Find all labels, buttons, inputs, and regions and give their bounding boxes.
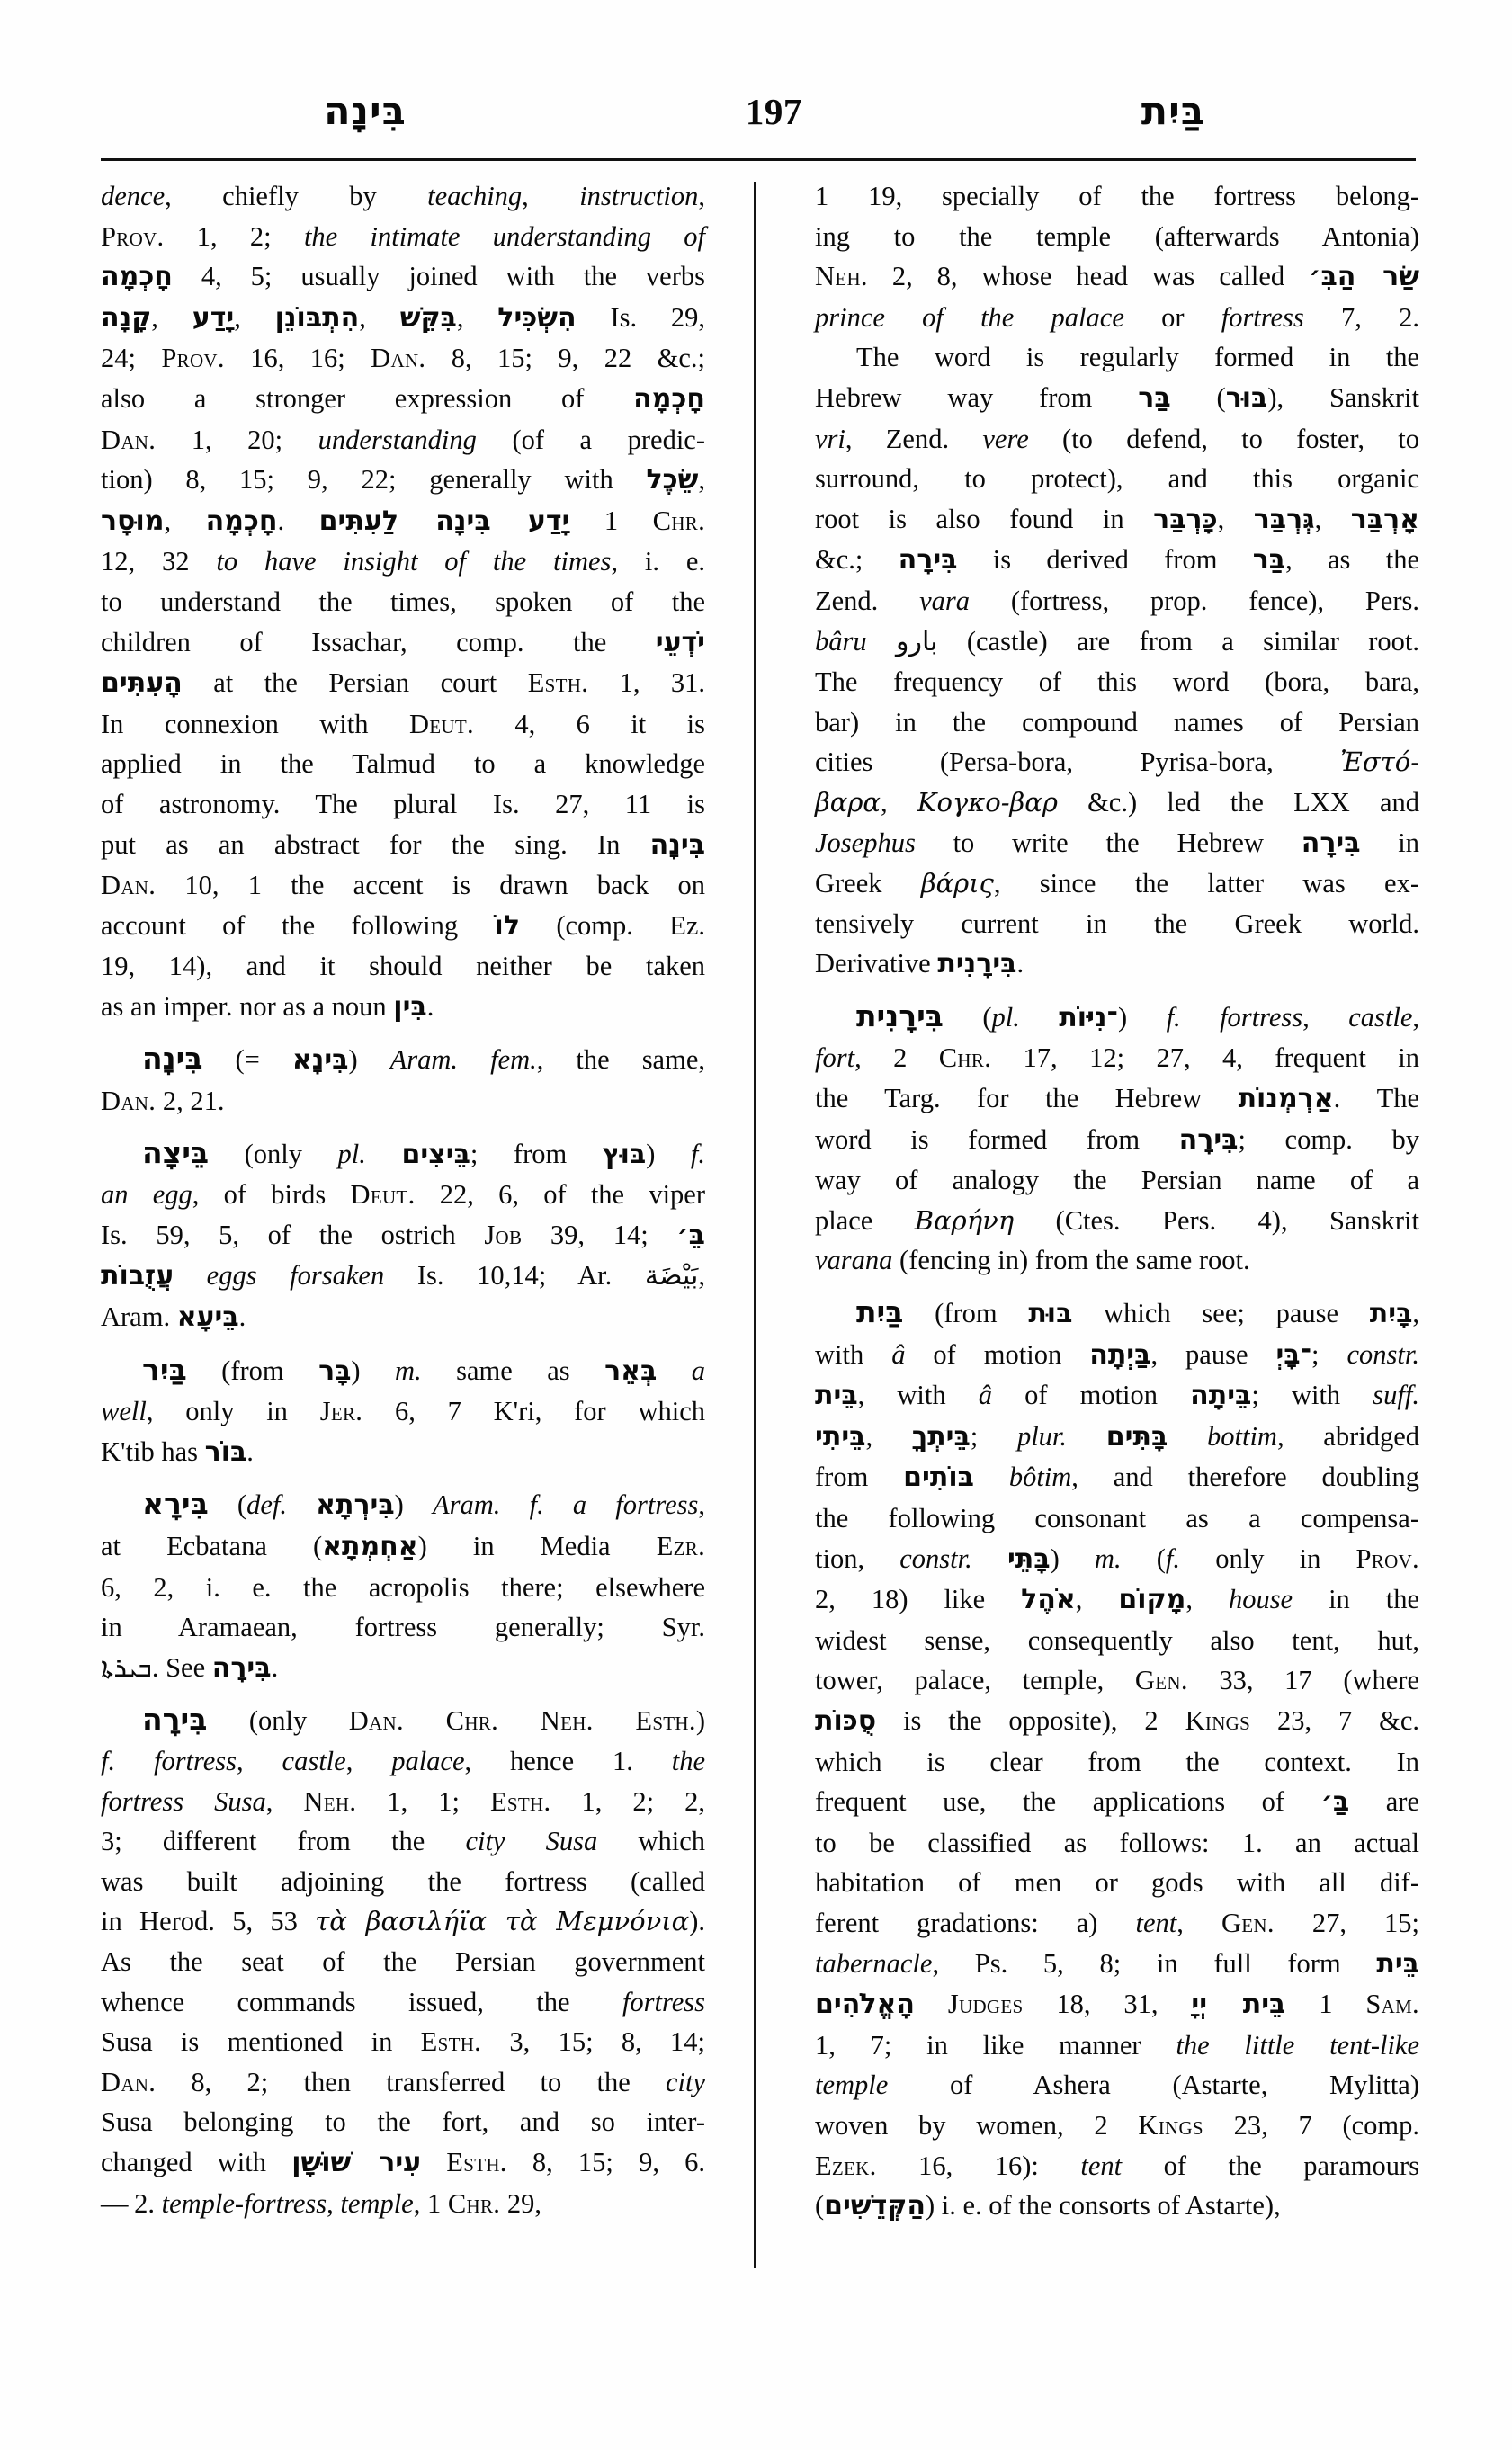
right-entry-line: habitation of men or gods with all dif- bbox=[815, 1867, 1419, 1899]
running-head-right-catchword: בַּיִת bbox=[1141, 88, 1205, 134]
right-continuation-line: vri, Zend. vere (to defend, to foster, to bbox=[815, 423, 1419, 454]
right-entry-line: frequent use, the applications of בַּ׳ are bbox=[815, 1786, 1419, 1819]
left-entry-line: whence commands issued, the fortress bbox=[101, 1986, 705, 2017]
left-entry-line: well, only in Jer. 6, 7 K'ri, for which bbox=[101, 1396, 705, 1427]
left-entry-line: at Ecbatana (אַחְמְתָא) in Media Ezr. bbox=[101, 1531, 705, 1562]
right-entry-line: 2, 18) like אֹהֶל, מָקוֹם, house in the bbox=[815, 1584, 1420, 1616]
right-entry-line: tion, constr. בָּתֵּי) m. (f. only in Prov. bbox=[815, 1542, 1419, 1575]
right-continuation-line: bar) in the compound names of Persian bbox=[815, 706, 1419, 738]
left-entry-gap bbox=[101, 1338, 705, 1350]
left-entry bbox=[101, 1039, 705, 1121]
right-continuation-line: ing to the temple (afterwards Antonia) bbox=[815, 220, 1419, 252]
right-continuation-line: &c.; בִּירָה is derived from בַּר, as the bbox=[815, 544, 1419, 577]
right-continuation-line: The frequency of this word (bora, bara, bbox=[815, 666, 1419, 698]
right-entry-line: temple of Ashera (Astarte, Mylitta) bbox=[815, 2070, 1419, 2101]
left-continuation-line: Dan. 1, 20; understanding (of a predic- bbox=[101, 424, 705, 455]
right-continuation-line: Greek βάρις, since the latter was ex- bbox=[815, 868, 1419, 899]
right-entry-line: ferent gradations: a) tent, Gen. 27, 15; bbox=[815, 1907, 1419, 1938]
right-continuation-line: The word is regularly formed in the bbox=[856, 342, 1419, 373]
right-continuation-line: βαρα, Κογκο-βαρ &c.) led the LXX and bbox=[815, 786, 1420, 818]
right-entry-line: בִּירָנִית (pl. ־נִיּוֹת) f. fortress, castle, bbox=[856, 997, 1419, 1033]
left-entry-line: בִּינָה (= בִּינָא) Aram. fem., the same, bbox=[142, 1041, 705, 1077]
right-entry bbox=[815, 1292, 1419, 2227]
left-entry-line: בִּירָא (def. בִּירְתָא) Aram. f. a fortress, bbox=[142, 1486, 705, 1522]
left-entry-gap bbox=[101, 1688, 705, 1700]
right-entry bbox=[815, 997, 1419, 1281]
left-entry-line: As the seat of the Persian government bbox=[101, 1945, 705, 1977]
left-entry-line: Susa belonging to the fort, and so inter- bbox=[101, 2106, 705, 2138]
right-entry-line: tabernacle, Ps. 5, 8; in full form בֵּית bbox=[815, 1947, 1419, 1980]
running-head-left-catchword: בִּינָה bbox=[324, 88, 407, 134]
left-continuation-line: קָנָה, יָדַע, הִתְבּוֹנֵן, בִּקֵּשׁ, הִשְׂכִּיל Is. 29, bbox=[101, 301, 706, 334]
left-entry-line: בַּיִר (from בָּר) m. same as בְּאֵר a bbox=[142, 1351, 706, 1387]
left-entry-line: עֲזֻבוֹת eggs forsaken Is. 10,14; Ar. بَيْضَة, bbox=[101, 1260, 705, 1292]
left-continuation-line: put as an abstract for the sing. In בִּינָה bbox=[101, 828, 705, 861]
left-entry bbox=[101, 1350, 705, 1473]
left-continuation-line: tion) 8, 15; 9, 22; generally with שֵׂכֶל, bbox=[101, 464, 705, 496]
right-continuation-line: Derivative בִּירָנִית. bbox=[815, 948, 1024, 980]
left-continuation-line: applied in the Talmud to a knowledge bbox=[101, 748, 705, 780]
left-continuation-line: 24; Prov. 16, 16; Dan. 8, 15; 9, 22 &c.; bbox=[101, 343, 705, 374]
right-entry-line: widest sense, consequently also tent, hut, bbox=[815, 1624, 1419, 1656]
right-continuation-line: root is also found in כָּרְבַּר, גְּרְבַּר, אָרְבַּר bbox=[815, 503, 1420, 535]
left-entry bbox=[101, 1700, 705, 2223]
right-continuation-line: cities (Persa-bora, Pyrisa-bora, Ἐστό- bbox=[815, 747, 1419, 778]
right-entry-line: בֵּיתִי, בֵּיתְךָ; plur. בָּתִּים bottim, abridged bbox=[815, 1420, 1419, 1453]
left-entry-gap bbox=[101, 1122, 705, 1133]
left-continuation-line: to understand the times, spoken of the bbox=[101, 586, 705, 617]
right-entry-line: way of analogy the Persian name of a bbox=[815, 1165, 1419, 1196]
right-entry-line: which is clear from the context. In bbox=[815, 1746, 1419, 1777]
right-continuation-line: 1 19, specially of the fortress belong- bbox=[815, 181, 1419, 211]
right-column bbox=[815, 176, 1419, 2335]
column-divider-rule bbox=[754, 182, 756, 2268]
left-entry-line: f. fortress, castle, palace, hence 1. the bbox=[101, 1745, 705, 1776]
left-entry-line: was built adjoining the fortress (called bbox=[101, 1865, 705, 1897]
right-entry-line: tower, palace, temple, Gen. 33, 17 (where bbox=[815, 1665, 1419, 1696]
left-entry-line: in Herod. 5, 53 τὰ βασιλήϊα τὰ Μεμνόνια). bbox=[101, 1906, 705, 1937]
right-continuation-line: prince of the palace or fortress 7, 2. bbox=[815, 301, 1419, 333]
left-continuation-line: also a stronger expression of חָכְמָה bbox=[101, 382, 705, 415]
right-continuation-line: Hebrew way from בַּר (בּוּר), Sanskrit bbox=[815, 381, 1419, 414]
right-entry-line: Ezek. 16, 16): tent of the paramours bbox=[815, 2150, 1419, 2181]
page-number: 197 bbox=[745, 91, 802, 132]
right-entry-line: varana (fencing in) from the same root. bbox=[815, 1245, 1250, 1276]
left-entry bbox=[101, 1133, 705, 1338]
left-entry-line: בִּירָה (only Dan. Chr. Neh. Esth.) bbox=[142, 1702, 705, 1738]
left-entry-line: Aram. בֵּיעָא. bbox=[101, 1301, 246, 1334]
left-continuation-line: מוּסָר, חָכְמָה. יָדַע בִּינָה לַעִתִּים 1 Chr. bbox=[101, 505, 706, 537]
right-entry-line: with â of motion בַּיְתָה, pause ־בָּיְ; constr. bbox=[815, 1338, 1419, 1371]
left-entry-line: Dan. 8, 2; then transferred to the city bbox=[101, 2066, 705, 2097]
left-continuation-line: חָכְמָה 4, 5; usually joined with the verbs bbox=[101, 261, 705, 293]
left-entry-line: Dan. 2, 21. bbox=[101, 1086, 225, 1117]
right-entry-line: woven by women, 2 Kings 23, 7 (comp. bbox=[815, 2109, 1419, 2141]
left-continuation-line: Dan. 10, 1 the accent is drawn back on bbox=[101, 870, 705, 901]
right-continuation-line: surround, to protect), and this organic bbox=[815, 463, 1419, 495]
left-continuation-line: as an imper. nor as a noun בִּין. bbox=[101, 990, 434, 1023]
left-continuation-line: children of Issachar, comp. the יֹדְעֵי bbox=[101, 626, 705, 658]
right-entry-line: בַּיִת (from בּוּת which see; pause בָּיִת, bbox=[856, 1294, 1419, 1330]
right-entry-line: the following consonant as a compensa- bbox=[815, 1503, 1419, 1533]
left-entry-line: 3; different from the city Susa which bbox=[101, 1826, 705, 1857]
right-entry-line: the Targ. for the Hebrew אַרְמְנוֹת. The bbox=[815, 1083, 1419, 1115]
left-continuation-line: dence, chiefly by teaching, instruction, bbox=[101, 181, 705, 211]
left-entry-line: — 2. temple-fortress, temple, 1 Chr. 29, bbox=[101, 2187, 541, 2219]
right-entry-line: סֻכּוֹת is the opposite), 2 Kings 23, 7 &c. bbox=[815, 1704, 1420, 1737]
left-column bbox=[101, 176, 705, 2335]
right-entry-line: place Βαρήνη (Ctes. Pers. 4), Sanskrit bbox=[815, 1204, 1419, 1236]
right-entry-line: 1, 7; in like manner the little tent-like bbox=[815, 2029, 1419, 2061]
right-entry-line: fort, 2 Chr. 17, 12; 27, 4, frequent in bbox=[815, 1042, 1420, 1074]
left-continuation-line: of astronomy. The plural Is. 27, 11 is bbox=[101, 788, 705, 819]
left-entry-line: in Aramaean, fortress generally; Syr. bbox=[101, 1612, 705, 1643]
left-entry-line: ܒܝܪܬܐ. See בִּירָה. bbox=[101, 1651, 279, 1684]
left-continuation-line: Prov. 1, 2; the intimate understanding of bbox=[101, 220, 705, 252]
right-continuation-line: bâru بارو (castle) are from a similar root. bbox=[815, 625, 1420, 657]
right-entry-line: (הַקְּדֵשִׁים) i. e. of the consorts of Astarte), bbox=[815, 2190, 1281, 2222]
left-entry-line: Is. 59, 5, of the ostrich Job 39, 14; בֵּ׳ bbox=[101, 1219, 705, 1251]
body-columns bbox=[101, 176, 1419, 2335]
left-entry-line: an egg, of birds Deut. 22, 6, of the viper bbox=[101, 1179, 705, 1211]
left-entry-line: changed with עִיר שׁוּשָׁן Esth. 8, 15; 9, 6. bbox=[101, 2146, 705, 2178]
left-entry-line: fortress Susa, Neh. 1, 1; Esth. 1, 2; 2, bbox=[101, 1785, 706, 1817]
right-entry-line: to be classified as follows: 1. an actual bbox=[815, 1827, 1419, 1858]
left-entry-gap bbox=[101, 1027, 705, 1039]
left-continuation-line: 19, 14), and it should neither be taken bbox=[101, 951, 705, 982]
right-continuation-line: Josephus to write the Hebrew בִּירָה in bbox=[815, 827, 1419, 859]
left-entry-gap bbox=[101, 1472, 705, 1484]
right-continuation-line: tensively current in the Greek world. bbox=[815, 908, 1419, 939]
right-entry-line: בֵּית, with â of motion בֵּיתָה; with suff. bbox=[815, 1380, 1419, 1412]
right-entry-line: word is formed from בִּירָה; comp. by bbox=[815, 1123, 1419, 1156]
left-continuation-line: In connexion with Deut. 4, 6 it is bbox=[101, 708, 705, 739]
right-entry-line: הָאֱלֹהִים Judges 18, 31, בֵּית יְיָ 1 Sam. bbox=[815, 1989, 1419, 2021]
running-head bbox=[99, 79, 1421, 144]
left-continuation-line: 12, 32 to have insight of the times, i. e. bbox=[101, 546, 706, 577]
right-continuation-line: Zend. vara (fortress, prop. fence), Pers. bbox=[815, 585, 1419, 616]
right-entry-line: from בּוֹתִים bôtim, and therefore doubling bbox=[815, 1462, 1420, 1494]
right-entry-gap bbox=[815, 985, 1419, 997]
left-continuation-line: account of the following לוֹ (comp. Ez. bbox=[101, 909, 706, 942]
right-continuation-line: Neh. 2, 8, whose head was called שַׂר הַבִּ׳ bbox=[815, 261, 1419, 293]
left-entry-line: בֵּיצָה (only pl. בֵּיצִים; from בּוּץ) f. bbox=[142, 1134, 705, 1170]
right-entry-gap bbox=[815, 1281, 1419, 1292]
left-entry bbox=[101, 1484, 705, 1688]
left-continuation-line: הָעִתִּים at the Persian court Esth. 1, 31. bbox=[101, 667, 705, 700]
left-entry-line: 6, 2, i. e. the acropolis there; elsewhere bbox=[101, 1571, 705, 1603]
left-entry-line: K'tib has בּוֹר. bbox=[101, 1435, 254, 1468]
header-rule bbox=[101, 158, 1416, 161]
left-entry-line: Susa is mentioned in Esth. 3, 15; 8, 14; bbox=[101, 2026, 706, 2058]
